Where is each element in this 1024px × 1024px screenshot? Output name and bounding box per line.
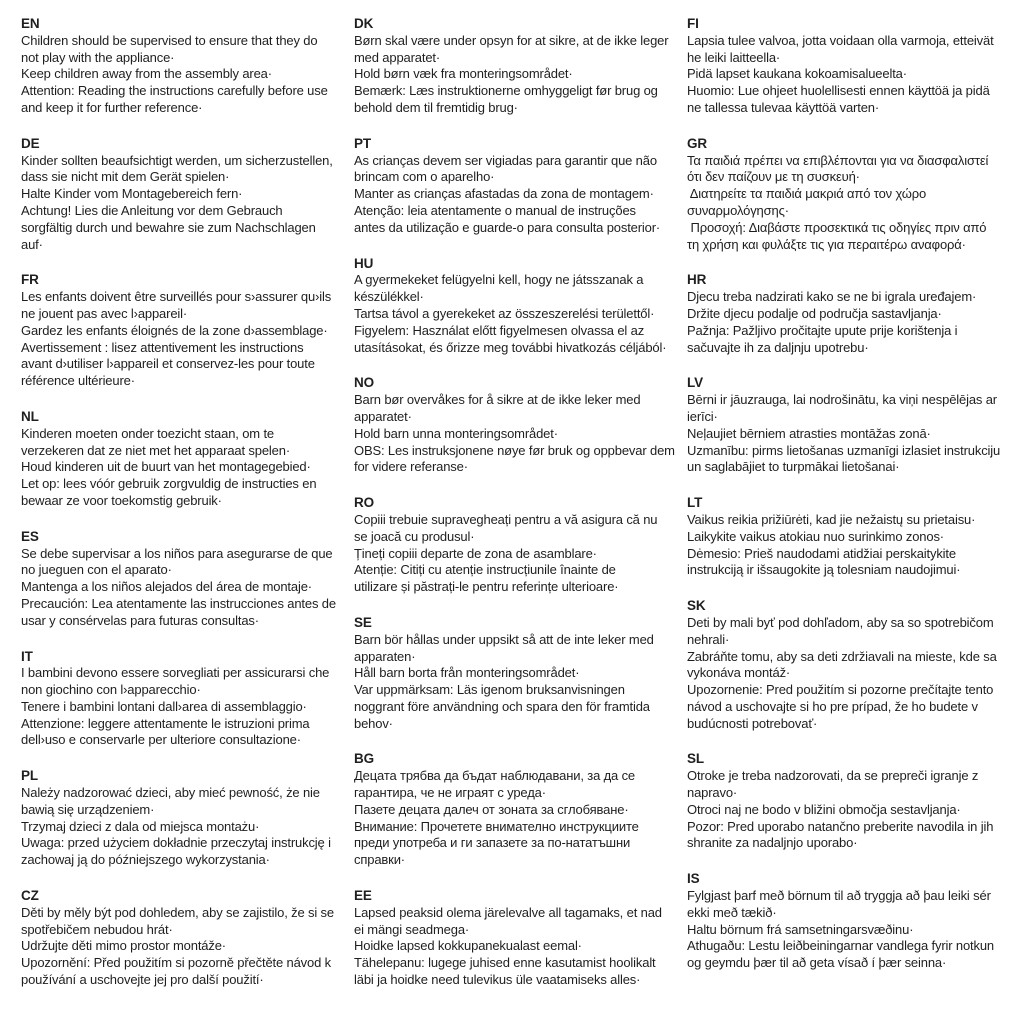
instruction-line: Децата трябва да бъдат наблюдавани, за да се [354,768,636,784]
instruction-line: Dėmesio: Prieš naudodami atidžiai perskaitykite [687,545,956,561]
instruction-line: ότι δεν παίζουν με τη συσκευή· [687,169,860,185]
language-code-label: LV [687,375,704,391]
instruction-line: As crianças devem ser vigiadas para garantir que não [354,152,657,168]
language-block-ee [354,888,687,989]
instruction-line: Haltu börnum frá samsetningarsvæðinu· [687,921,914,937]
language-block-dk [354,16,687,117]
instruction-line: Neļaujiet bērniem atrasties montāžas zonā· [687,425,931,441]
instruction-line: Barn bør overvåkes for å sikre at de ikke leker med [354,392,641,408]
language-code-label: BG [354,751,375,767]
language-code-label: EE [354,888,372,904]
instruction-line: Se debe supervisar a los niños para asegurarse de que [21,545,333,561]
instruction-line: Børn skal være under opsyn for at sikre, at de ikke leger [354,32,669,48]
instruction-line: Uzmanību: pirms lietošanas uzmanīgi izlasiet instrukciju [687,442,1001,458]
instruction-line: läbi ja hoidke need tulevikus üle vaatamiseks alles· [354,972,641,988]
instruction-line: budúcnosti potrebovať· [687,715,818,731]
instruction-line: Let op: lees vóór gebruik zorgvuldig de instructies en [21,476,317,492]
language-block-hu [354,256,687,357]
instruction-line: Children should be supervised to ensure that they do [21,32,318,48]
instruction-line: Należy nadzorować dzieci, aby mieć pewność, że nie [21,785,320,801]
instruction-line: auf· [21,236,43,252]
instruction-line: Hoidke lapsed kokkupanekualast eemal· [354,938,582,954]
instruction-line: no jueguen con el aparato· [21,562,172,578]
language-block-fr [21,272,354,390]
instruction-line: apparaten· [354,648,416,664]
instruction-line: bawią się urządzeniem· [21,801,155,817]
instruction-line: Attention: Reading the instructions carefully before use [21,83,328,99]
language-code-label: NO [354,375,375,391]
language-block-no [354,375,687,476]
instruction-line: ne jouent pas avec l›appareil· [21,305,188,321]
language-code-label: ES [21,528,39,544]
language-code-label: GR [687,135,708,151]
language-block-fi [687,16,1020,117]
instruction-line: справки· [354,852,405,868]
language-code-label: SL [687,751,705,767]
instruction-line: Tartsa távol a gyerekeket az összeszerelési területtől· [354,305,655,321]
instruction-line: Hold børn væk fra monteringsområdet· [354,66,573,82]
instruction-line: not play with the appliance· [21,49,175,65]
language-block-sk [687,598,1020,732]
language-block-cz [21,888,354,989]
instruction-line: sorgfältig durch und bewahre sie zum Nachschlagen [21,219,316,235]
instruction-line: Atenção: leia atentamente o manual de instruções [354,202,636,218]
language-code-label: IT [21,648,33,664]
instruction-line: Tenere i bambini lontani dall›area di assemblaggio· [21,698,307,714]
instruction-line: Děti by měly být pod dohledem, aby se zajistilo, že si se [21,904,334,920]
instruction-line: A gyermekeket felügyelni kell, hogy ne játsszanak a [354,272,644,288]
instruction-line: Mantenga a los niños alejados del área de montaje· [21,579,312,595]
instruction-line: brincam com o aparelho· [354,169,495,185]
instruction-line: he leiki laitteella· [687,49,781,65]
language-block-gr [687,136,1020,254]
text-column-2 [354,16,687,1008]
language-code-label: SK [687,598,706,614]
instruction-line: Lapsed peaksid olema järelevalve all tagamaks, et nad [354,904,662,920]
language-code-label: NL [21,408,39,424]
instruction-line: Kinderen moeten onder toezicht staan, om te [21,425,274,441]
instruction-line: Keep children away from the assembly area· [21,66,272,82]
language-code-label: HU [354,255,374,271]
instruction-line: Otroke je treba nadzorovati, da se prepreči igranje z [687,768,979,784]
language-block-ro [354,495,687,596]
instruction-line: avant d›utiliser l›appareil et conservez-les pour toute [21,356,315,372]
instruction-line: Pidä lapset kaukana kokoamisalueelta· [687,66,907,82]
language-code-label: DE [21,135,40,151]
instruction-line: Pažnja: Pažljivo pročitajte upute prije korištenja i [687,322,958,338]
instruction-line: Προσοχή: Διαβάστε προσεκτικά τις οδηγίες πριν από [687,219,987,235]
instruction-line: sačuvajte ih za daljnju upotrebu· [687,339,869,355]
instruction-line: Copiii trebuie supravegheați pentru a vă asigura că nu [354,511,658,527]
instruction-line: antes da utilização e guarde-o para consulta posterior· [354,219,661,235]
instruction-line: med apparatet· [354,49,441,65]
instruction-line: Figyelem: Használat előtt figyelmesen olvassa el az [354,322,645,338]
instruction-line: készülékkel· [354,289,424,305]
instruction-line: гарантира, че не играят с уреда· [354,785,546,801]
instruction-line: Bērni ir jāuzrauga, lai nodrošinātu, ka viņi nespēlējas ar [687,392,997,408]
instruction-line: napravo· [687,785,738,801]
instruction-line: Пазете децата далеч от зоната за сглобяване· [354,801,629,817]
instruction-line: I bambini devono essere sorvegliati per assicurarsi che [21,665,330,681]
instruction-line: for videre referanse· [354,459,468,475]
instruction-line: Attenzione: leggere attentamente le istruzioni prima [21,715,310,731]
instruction-line: Bemærk: Læs instruktionerne omhyggeligt før brug og [354,83,658,99]
instruction-line: Gardez les enfants éloignés de la zone d›assemblage· [21,322,328,338]
language-block-pl [21,768,354,869]
instruction-line: Udržujte děti mimo prostor montáže· [21,938,226,954]
language-block-it [21,649,354,750]
instruction-line: behold dem til fremtidig brug· [354,99,518,115]
instruction-line: non giochino con l›apparecchio· [21,682,201,698]
instruction-line: bewaar ze voor toekomstig gebruik· [21,492,222,508]
language-code-label: PT [354,135,372,151]
instruction-line: Tähelepanu: lugege juhised enne kasutamist hoolikalt [354,955,656,971]
language-block-hr [687,272,1020,356]
instruction-line: συναρμολόγησης· [687,202,789,218]
instruction-line: Trzymaj dzieci z dala od miejsca montażu· [21,818,260,834]
instruction-line: Precaución: Lea atentamente las instrucciones antes de [21,595,336,611]
instruction-line: dass sie nicht mit dem Gerät spielen· [21,169,230,185]
instruction-line: Manter as crianças afastadas da zona de montagem· [354,186,654,202]
language-code-label: EN [21,16,40,31]
instruction-line: Atenție: Citiți cu atenție instrucțiunile înainte de [354,562,616,578]
instruction-line: vykonáva montáž· [687,665,791,681]
instruction-line: Upozornění: Před použitím si pozorně přečtěte návod k [21,955,332,971]
language-code-label: LT [687,495,703,511]
language-block-en [21,16,354,117]
language-block-is [687,871,1020,972]
instruction-line: τη χρήση και φυλάξτε τις για περαιτέρω αναφορά· [687,236,966,252]
instruction-line: noggrant före användning och spara den för framtida [354,698,650,714]
instruction-line: Upozornenie: Pred použitím si pozorne prečítajte tento [687,682,994,698]
language-block-lv [687,375,1020,476]
language-code-label: HR [687,272,707,288]
instruction-line: utilizare și păstrați-le pentru referințe ulterioare· [354,579,619,595]
instruction-line: apparatet· [354,408,412,424]
instruction-line: Τα παιδιά πρέπει να επιβλέπονται για να διασφαλιστεί [687,152,989,168]
instruction-line: Uwaga: przed użyciem dokładnie przeczytaj instrukcję i [21,835,331,851]
instruction-line: spotřebičem nebudou hrát· [21,921,173,937]
instruction-line: instrukciją ir išsaugokite ją tolesniam naudojimui· [687,562,961,578]
instruction-line: un saglabājiet to turpmākai lietošanai· [687,459,900,475]
instruction-line: Otroci naj ne bodo v bližini območja sestavljanja· [687,801,961,817]
instruction-line: Barn bör hållas under uppsikt så att de inte leker med [354,631,654,647]
instruction-line: Avertissement : lisez attentivement les instructions [21,339,304,355]
instruction-line: Lapsia tulee valvoa, jotta voidaan olla varmoja, etteivät [687,32,994,48]
instruction-line: používání a uschovejte jej pro další použití· [21,972,264,988]
instruction-line: Kinder sollten beaufsichtigt werden, um sicherzustellen, [21,152,333,168]
instruction-line: Achtung! Lies die Anleitung vor dem Gebrauch [21,202,283,218]
instruction-line: Håll barn borta från monteringsområdet· [354,665,580,681]
instruction-line: zachowaj ją do późniejszego wykorzystania· [21,852,270,868]
language-block-sl [687,751,1020,852]
language-block-lt [687,495,1020,579]
instruction-line: nehrali· [687,631,730,647]
instruction-line: Zabráňte tomu, aby sa deti zdržiavali na mieste, kde sa [687,648,997,664]
instruction-line: Țineți copiii departe de zona de asamblare· [354,545,597,561]
language-block-de [21,136,354,254]
instruction-line: Διατηρείτε τα παιδιά μακριά από τον χώρο [687,186,927,202]
instruction-line: Držite djecu podalje od područja sastavljanja· [687,305,942,321]
instruction-line: Laikykite vaikus atokiau nuo surinkimo zonos· [687,528,944,544]
instruction-line: référence ultérieure· [21,373,135,389]
instruction-line: OBS: Les instruksjonene nøye før bruk og oppbevar dem [354,442,675,458]
language-code-label: CZ [21,888,39,904]
instruction-line: verzekeren dat ze niet met het apparaat spelen· [21,442,291,458]
instruction-line: Les enfants doivent être surveillés pour s›assurer qu›ils [21,289,332,305]
instruction-line: Huomio: Lue ohjeet huolellisesti ennen käyttöä ja pidä [687,83,990,99]
instruction-line: Deti by mali byť pod dohľadom, aby sa so spotrebičom [687,614,994,630]
instruction-line: Fylgjast þarf með börnum til að tryggja að þau leiki sér [687,888,991,904]
language-block-nl [21,409,354,510]
instruction-line: ne tallessa tulevaa käyttöä varten· [687,99,880,115]
instruction-line: Vaikus reikia prižiūrėti, kad jie nežaistų su prietaisu· [687,511,976,527]
language-block-se [354,615,687,733]
instruction-line: and keep it for further reference· [21,99,203,115]
instruction-line: Athugaðu: Lestu leiðbeiningarnar vandlega fyrir notkun [687,938,995,954]
instruction-line: shranite za nadaljnjo uporabo· [687,835,858,851]
instruction-line: návod a uschovajte si ho pre prípad, že ho budete v [687,698,978,714]
instruction-line: ekki með tækið· [687,904,777,920]
instruction-line: ei mängi seadmega· [354,921,470,937]
instruction-line: og geymdu þær til að geta vísað í þær seinna· [687,955,947,971]
instruction-line: utasításokat, és őrizze meg további hivatkozás céljából· [354,339,667,355]
language-code-label: IS [687,871,700,887]
instruction-line: behov· [354,715,393,731]
language-block-es [21,529,354,630]
instruction-line: usar y consérvelas para futuras consultas· [21,612,259,628]
language-code-label: PL [21,768,39,784]
instruction-line: Hold barn unna monteringsområdet· [354,425,558,441]
instruction-line: Djecu treba nadzirati kako se ne bi igrala uređajem· [687,289,977,305]
language-code-label: FR [21,272,39,288]
instruction-line: преди употреба и ги запазете за по-нататъшни [354,835,631,851]
instruction-line: Var uppmärksam: Läs igenom bruksanvisningen [354,682,625,698]
language-code-label: RO [354,495,375,511]
instruction-line: Pozor: Pred uporabo natančno preberite navodila in jih [687,818,994,834]
language-block-bg [354,751,687,869]
instruction-line: Houd kinderen uit de buurt van het montagegebied· [21,459,311,475]
language-code-label: FI [687,16,699,31]
text-column-1 [21,16,354,1008]
instruction-line: se joacă cu produsul· [354,528,475,544]
instruction-line: Внимание: Прочетете внимателно инструкциите [354,818,639,834]
language-block-pt [354,136,687,237]
text-column-3 [687,16,1020,1008]
language-code-label: DK [354,16,374,31]
language-code-label: SE [354,614,372,630]
instruction-line: Halte Kinder vom Montagebereich fern· [21,186,243,202]
instruction-line: dell›uso e conservarle per ulteriore consultazione· [21,732,301,748]
instruction-line: ierīci· [687,408,718,424]
